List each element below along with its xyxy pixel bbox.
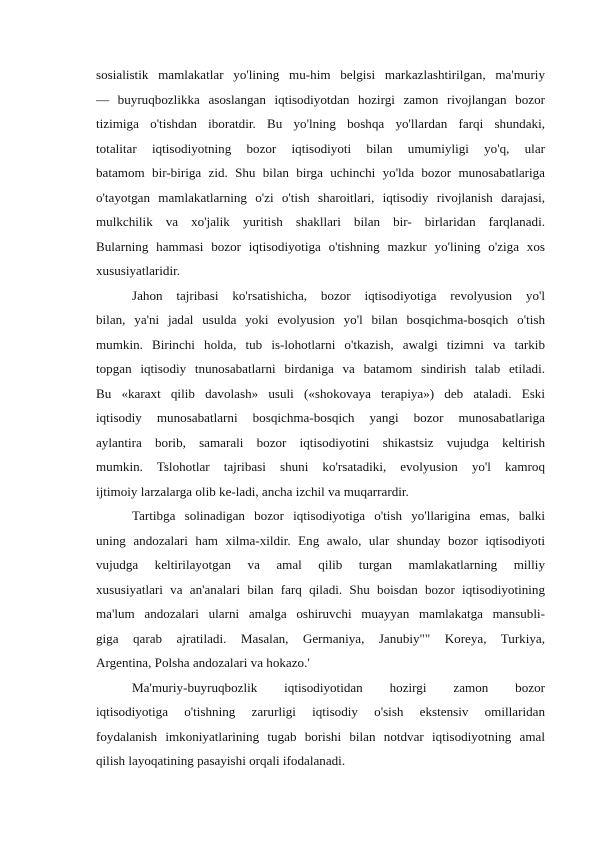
text-line: xususiyatlari va an'analari bilan farq qiladi. Shu boisdan bozor iqtisodiyotining bbox=[96, 581, 545, 597]
text-line: Bularning hammasi bozor iqtisodiyotiga o'tishning mazkur yo'lining o'ziga xos bbox=[96, 238, 545, 254]
text-line: xususiyatlaridir. bbox=[96, 263, 181, 278]
paragraph-2 bbox=[96, 284, 545, 505]
text-line: giga qarab ajratiladi. Masalan, Germaniya, Janubiy"" Koreya, Turkiya, bbox=[96, 630, 545, 646]
text-line: vujudga keltirilayotgan va amal qilib turgan mamlakatlarning milliy bbox=[96, 557, 545, 572]
text-line: — buyruqbozlikka asoslangan iqtisodiyotdan hozirgi zamon rivojlangan bozor bbox=[96, 91, 545, 107]
text-line: qilish layoqatining pasayishi orqali ifodalanadi. bbox=[96, 753, 346, 768]
text-line: o'tayotgan mamlakatlarning o'zi o'tish sharoitlari, iqtisodiy rivojlanish darajasi, bbox=[96, 189, 545, 205]
paragraph-4 bbox=[96, 676, 545, 774]
text-line: ma'lum andozalari ularni amalga oshiruvchi muayyan mamlakatga mansubli- bbox=[96, 606, 545, 621]
text-line: tizimiga o'tishdan iboratdir. Bu yo'lning boshqa yo'llardan farqi shundaki, bbox=[96, 116, 545, 131]
text-line: foydalanish imkoniyatlarining tugab borishi bilan notdvar iqtisodiyotning amal bbox=[96, 728, 545, 744]
text-line: Bu «karaxt qilib davolash» usuli («shokovaya terapiya») deb ataladi. Eski bbox=[96, 385, 545, 401]
text-line: Tartibga solinadigan bozor iqtisodiyotiga o'tish yo'llarigina emas, balki bbox=[132, 508, 545, 523]
text-line: iqtisodiy munosabatlarni bosqichma-bosqich yangi bozor munosabatlariga bbox=[96, 410, 545, 425]
text-line: iqtisodiyotiga o'tishning zarurligi iqtisodiy o'sish ekstensiv omillaridan bbox=[96, 704, 545, 719]
text-line: mumkin. Tslohotlar tajribasi shuni ko'rsatadiki, evolyusion yo'l kamroq bbox=[96, 459, 545, 474]
text-line: mumkin. Birinchi holda, tub is-lohotlarni o'tkazish, awalgi tizimni va tarkib bbox=[96, 336, 545, 352]
text-line: sosialistik mamlakatlar yo'lining mu-him belgisi markazlashtirilgan, ma'muriy bbox=[96, 67, 545, 82]
text-line: uning andozalari ham xilma-xildir. Eng awalo, ular shunday bozor iqtisodiyoti bbox=[96, 532, 545, 548]
text-line: ijtimoiy larzalarga olib ke-ladi, ancha izchil va muqarrardir. bbox=[96, 483, 409, 499]
text-line: Argentina, Polsha andozalari va hokazo.' bbox=[96, 655, 310, 670]
text-line: topgan iqtisodiy tnunosabatlarni birdaniga va batamom sindirish talab etiladi. bbox=[96, 361, 545, 376]
text-line: bilan, ya'ni jadal usulda yoki evolyusion yo'l bilan bosqichma-bosqich o'tish bbox=[96, 312, 545, 327]
text-line: Jahon tajribasi ko'rsatishicha, bozor iqtisodiyotiga revolyusion yo'l bbox=[132, 287, 545, 303]
paragraph-1 bbox=[96, 63, 545, 284]
text-line: Ma'muriy-buyruqbozlik iqtisodiyotidan hozirgi zamon bozor bbox=[132, 679, 545, 695]
text-line: mulkchilik va xo'jalik yuritish shakllari bilan bir- birlaridan farqlanadi. bbox=[96, 214, 545, 229]
paragraph-3 bbox=[96, 504, 545, 676]
text-line: aylantira borib, samarali bozor iqtisodiyotini shikastsiz vujudga keltirish bbox=[96, 434, 545, 450]
text-line: batamom bir-biriga zid. Shu bilan birga uchinchi yo'lda bozor munosabatlariga bbox=[96, 165, 545, 180]
text-line: totalitar iqtisodiyotning bozor iqtisodiyoti bilan umumiyligi yo'q, ular bbox=[96, 140, 545, 156]
document-page bbox=[96, 63, 545, 774]
